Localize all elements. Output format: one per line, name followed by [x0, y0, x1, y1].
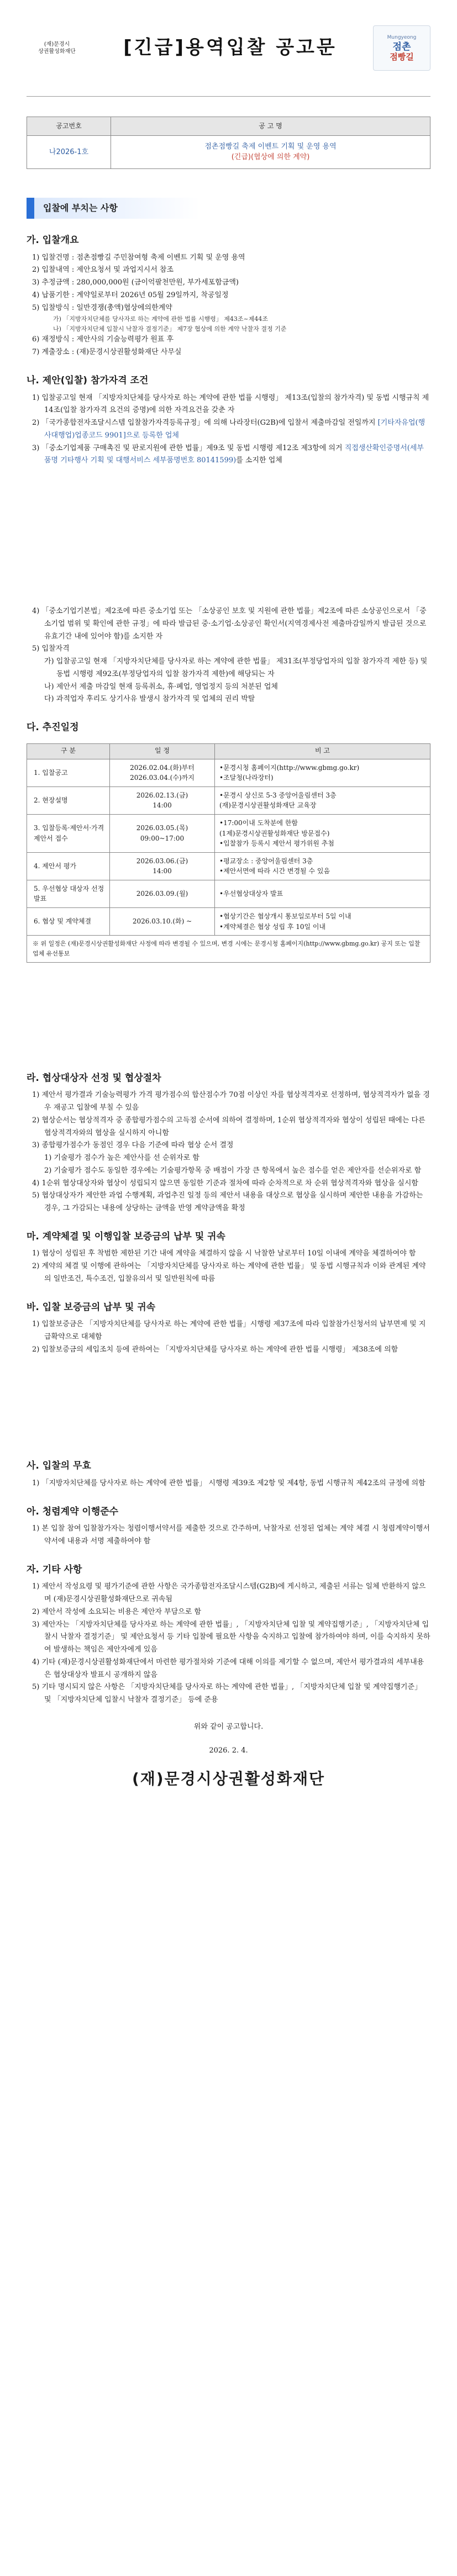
blank-space	[27, 1791, 430, 1835]
schedule-header: 일 정	[110, 743, 215, 759]
list-note: 나) 「지방자치단체 입찰시 낙찰자 결정기준」 제7장 협상에 의한 계약 낙찰자 결정 기준	[53, 325, 287, 332]
schedule-category: 6. 협상 및 계약체결	[27, 908, 110, 936]
list-item: 나) 제안서 제출 마감일 현재 등록취소, 휴·폐업, 영업정지 등의 처분된 업체	[44, 682, 278, 691]
notice-subject: 점촌점빵길 축제 이벤트 기획 및 운영 용역 (긴급)(협상에 의한 계약)	[111, 136, 430, 169]
section-ma	[27, 1248, 430, 1285]
section-title-na: 나. 제안(입찰) 참가자격 조건	[27, 374, 149, 386]
list-item: 2) 제안서 작성에 소요되는 비용은 제안자 부담으로 함	[32, 1607, 201, 1616]
list-item: 5) 기타 명시되지 않은 사항은 「지방자치단체를 당사자로 하는 계약에 관한 법률」, 「지방자치단체 입찰 및 계약집행기준」 및 「지방자치단체 입찰시 낙찰자 결정기준」 등에 준용	[32, 1683, 422, 1704]
schedule-table	[27, 743, 430, 936]
schedule-category: 5. 우선협상 대상자 선정발표	[27, 880, 110, 907]
logo: Mungyeong 점촌 점빵길	[373, 25, 430, 71]
schedule-note: •17:00이내 도착분에 한함 (1제)문경시상권활성화재단 방문접수) •입찰참가 등록시 제안서 평가위원 추첨	[215, 814, 430, 852]
section-title-da: 다. 추진일정	[27, 722, 79, 733]
list-item: 가) 입찰공고일 현재 「지방자치단체를 당사자로 하는 계약에 관한 법률」 제31조(부정당업자의 입찰 참가자격 제한 등) 및 동법 시행령 제92조(부정당업자의 입찰 참가자격 제한)에 해당되는 자	[44, 657, 428, 678]
section-ga	[27, 252, 430, 359]
document-header	[27, 0, 430, 97]
section-title-ja: 자. 기타 사항	[27, 1564, 82, 1575]
table-row	[27, 852, 430, 880]
section-a	[27, 1523, 430, 1548]
blank-space	[27, 1356, 430, 1444]
list-item: 5) 협상대상자가 제안한 과업 수행계획, 과업추진 일정 등의 제안서 내용을 대상으로 협상을 실시하며 제안한 내용을 가감하는 경우, 그 가감되는 내용에 상당하는 금액을 반영 계약금액을 확정	[32, 1191, 423, 1213]
notice-date: 2026. 2. 4.	[209, 1746, 248, 1755]
notice-subject-header: 공 고 명	[111, 117, 430, 136]
banner-label: 입찰에 부치는 사항	[34, 198, 200, 219]
list-item: 4) 「중소기업기본법」제2조에 따른 중소기업 또는 「소상공인 보호 및 지원에 관한 법률」제2조에 따른 소상공인으로서 「중소기업 범위 및 확인에 관한 규정」에 따라 발급된 중·소기업·소상공인 확인서(지역경제사전 제출마감일까지 발급된 것으로 유효기간 내에 있어야 함)를 소지한 자	[32, 607, 427, 641]
section-ja	[27, 1581, 430, 1707]
section-ra	[27, 1089, 430, 1215]
list-item: 1) 입찰보증금은 「지방자치단체를 당사자로 하는 계약에 관한 법률」시행령 제37조에 따라 입찰참가신청서의 납부면제 및 지급확약으로 대체함	[32, 1320, 426, 1341]
schedule-note: •평교장소 : 중앙어울림센터 3층 •제안서면에 따라 시간 변경될 수 있음	[215, 852, 430, 880]
section-title-sa: 사. 입찰의 무효	[27, 1460, 91, 1472]
list-item: 4) 1순위 협상대상자와 협상이 성립되지 않으면 동일한 기준과 절차에 따라 순차적으로 차 순위 협상적격자와 협상을 실시함	[32, 1179, 418, 1187]
list-item: 3) 종합평가점수가 동점인 경우 다음 기준에 따라 협상 순서 결정	[32, 1141, 234, 1150]
closing-text: 위와 같이 공고합니다.	[193, 1722, 264, 1731]
schedule-note: •문경시 상신로 5-3 중앙어울림센터 3층 (재)문경시상권활성화재단 교육장	[215, 786, 430, 814]
list-item: 1) 제안서 작성요령 및 평가기준에 관한 사항은 국가종합전자조달시스템(G2B)에 게시하고, 제출된 서류는 일체 반환하지 않으며 (재)문경시상권활성화재단으로 귀속됨	[32, 1582, 426, 1604]
schedule-header: 구 분	[27, 743, 110, 759]
table-row	[27, 814, 430, 852]
schedule-category: 2. 현장설명	[27, 786, 110, 814]
list-item: 2) 협상순서는 협상적격자 중 종합평가점수의 고득점 순서에 의하여 결정하며, 1순위 협상적격자와 협상이 성립된 때에는 다른 협상적격자와의 협상을 실시하지 아니함	[32, 1116, 426, 1137]
list-item: 다) 과적업자 후리도 상기사유 발생시 참가자격 및 업체의 권리 박탈	[44, 695, 255, 704]
list-item: 2) 기술평가 점수도 동일한 경우에는 기술평가항목 중 배점이 가장 큰 항목에서 높은 점수를 얻은 제안자를 선순위자로 함	[44, 1166, 422, 1175]
list-item: 4) 기타 (재)문경시상권활성화재단에서 마련한 평가절차와 기준에 대해 이의를 제기할 수 없으며, 제안서 평가결과의 세부내용은 협상대상자 발표시 공개하지 않음	[32, 1657, 424, 1679]
list-item: 3) 「중소기업제품 구매촉진 및 판로지원에 관한 법률」제9조 및 동법 시행령 제12조 제3항에 의거 직접생산확인증명서(세부품명 기타행사 기획 및 대행서비스 세부품명번호 80141599)를 소지한 업체	[32, 444, 424, 465]
schedule-date: 2026.03.05.(목) 09:00~17:00	[110, 814, 215, 852]
banner-bar	[27, 198, 34, 219]
list-note: 가) 「지방자치단체를 당사자로 하는 계약에 관한 법률 시행령」 제43조~제44조	[53, 315, 269, 323]
section-ba	[27, 1318, 430, 1356]
notice-info-table	[27, 117, 430, 169]
list-item: 3) 추정금액 : 280,000,000원 (금이억팔천만원, 부가세포함금액)	[32, 278, 239, 287]
list-item: 1) 기술평가 점수가 높은 제안사를 선 순위자로 함	[44, 1154, 199, 1163]
schedule-header: 비 고	[215, 743, 430, 759]
schedule-category: 4. 제안서 평가	[27, 852, 110, 880]
blank-space	[27, 963, 430, 1057]
blank-space	[27, 467, 430, 605]
list-item: 5) 입찰방식 : 일반경쟁(총액)협상에의한계약	[32, 303, 172, 312]
list-item: 6) 재정방식 : 제안사의 기술능력평가 원표 후	[32, 335, 174, 344]
schedule-category: 1. 입찰공고	[27, 759, 110, 786]
section-title-ga: 가. 입찰개요	[27, 235, 79, 246]
section-title-a: 아. 청렴계약 이행준수	[27, 1506, 119, 1517]
section-na	[27, 392, 430, 468]
list-item: 1) 입찰공고일 현재 「지방자치단체를 당사자로 하는 계약에 관한 법률 시행령」 제13조(입찰의 참가자격) 및 동법 시행규칙 제14조(입찰 참가자격 요건의 증명)에 의한 자격요건을 갖춘 자	[32, 393, 429, 415]
schedule-category: 3. 입찰등록·제안서·가격제안서 접수	[27, 814, 110, 852]
section-sa	[27, 1477, 430, 1490]
table-row	[27, 759, 430, 786]
schedule-footnote: ※ 위 일정은 (재)문경시상권활성화재단 사정에 따라 변경될 수 있으며, 변경 시에는 문경시청 홈페이지(http://www.gbmg.go.kr) 공지 또는 입찰업체 유선통보	[27, 936, 430, 963]
section-title-ma: 마. 계약체결 및 이행입찰 보증금의 납부 및 귀속	[27, 1231, 225, 1242]
notice-no-header: 공고번호	[27, 117, 111, 136]
table-row	[27, 880, 430, 907]
table-row	[27, 908, 430, 936]
list-item: 7) 계출장소 : (재)문경시상권활성화재단 사무실	[32, 348, 182, 357]
section-banner	[27, 198, 430, 219]
list-item: 4) 납품기한 : 계약일로부터 2026년 05월 29일까지, 착공일정	[32, 291, 229, 299]
list-item: 2) 「국가종합전자조달시스템 입찰참가자격등록규정」에 의해 나라장터(G2B)에 입찰서 제출마감일 전일까지 [기타자유업(행사대행업)업종코드 9901]으로 등록한 업체	[32, 419, 426, 440]
list-item: 1) 입찰건명 : 점촌점빵길 주민참여형 축제 이벤트 기획 및 운영 용역	[32, 253, 245, 262]
notice-no: 나2026-1호	[27, 136, 111, 169]
list-item: 1) 제안서 평가결과 기술능력평가 가격 평가점수의 합산점수가 70점 이상인 자를 협상적격자로 선정하며, 협상적격자가 없을 경우 재공고 입찰에 부칠 수 있음	[32, 1091, 430, 1112]
schedule-date: 2026.02.04.(화)부터 2026.03.04.(수)까지	[110, 759, 215, 786]
list-item: 3) 제안자는 「지방자치단체를 당사자로 하는 계약에 관한 법률」, 「지방자치단체 입찰 및 계약집행기준」, 「지방자치단체 입찰시 낙찰자 결정기준」 및 제안요청서 등 기타 입찰에 필요한 사항을 숙지하고 입찰에 참가하여야 하며, 이를 숙지하지 못하여 발생하는 책임은 제안자에게 있음	[32, 1620, 430, 1654]
schedule-date: 2026.03.09.(월)	[110, 880, 215, 907]
section-na-cont	[27, 605, 430, 706]
schedule-date: 2026.03.06.(금) 14:00	[110, 852, 215, 880]
list-item: 1) 협상이 성립된 후 착범한 제한된 기간 내에 계약을 체결하지 않을 시 낙찰한 날로부터 10일 이내에 계약을 체결하여야 함	[32, 1249, 416, 1258]
list-item: 5) 입찰자격	[32, 645, 70, 653]
list-item: 1) 「지방자치단체를 당사자로 하는 계약에 관한 법률」 시행령 제39조 제2항 및 제4항, 동법 시행규칙 제42조의 규정에 의함	[32, 1479, 426, 1487]
schedule-note: •문경시청 홈페이지(http://www.gbmg.go.kr) •조달청(나라장터)	[215, 759, 430, 786]
section-title-ra: 라. 협상대상자 선정 및 협상절차	[27, 1072, 161, 1084]
issuer-name: (재)문경시상권활성화재단	[132, 1769, 325, 1788]
org-name: (재)문경시 상권활성화재단	[38, 41, 76, 55]
table-row	[27, 786, 430, 814]
schedule-note: •협상기간은 협상개시 통보일로부터 5일 이내 •계약체결은 협상 성립 후 10일 이내	[215, 908, 430, 936]
schedule-date: 2026.02.13.(금) 14:00	[110, 786, 215, 814]
document-title: [긴급]용역입찰 공고문	[123, 36, 337, 59]
section-title-ba: 바. 입찰 보증금의 납부 및 귀속	[27, 1301, 156, 1313]
list-item: 2) 입찰내역 : 제안요청서 및 과업지시서 참조	[32, 266, 174, 275]
list-item: 2) 계약의 체결 및 이행에 관하여는 「지방자치단체를 당사자로 하는 계약에 관한 법률」 및 동법 시행규칙과 이와 관계된 계약의 일반조건, 특수조건, 입찰유의서 및 일반원칙에 따름	[32, 1262, 426, 1283]
schedule-note: •우선협상대상자 발표	[215, 880, 430, 907]
schedule-date: 2026.03.10.(화) ~	[110, 908, 215, 936]
list-item: 2) 입찰보증금의 세입조치 등에 관하여는 「지방자치단체를 당사자로 하는 계약에 관한 법률 시행령」 제38조에 의함	[32, 1345, 398, 1354]
list-item: 1) 본 입찰 참여 입찰참가자는 청렴이행서약서를 제출한 것으로 간주하며, 낙찰자로 선정된 업체는 계약 체결 시 청렴계약이행서약서에 내용과 서명 제출하여야 함	[32, 1524, 430, 1546]
